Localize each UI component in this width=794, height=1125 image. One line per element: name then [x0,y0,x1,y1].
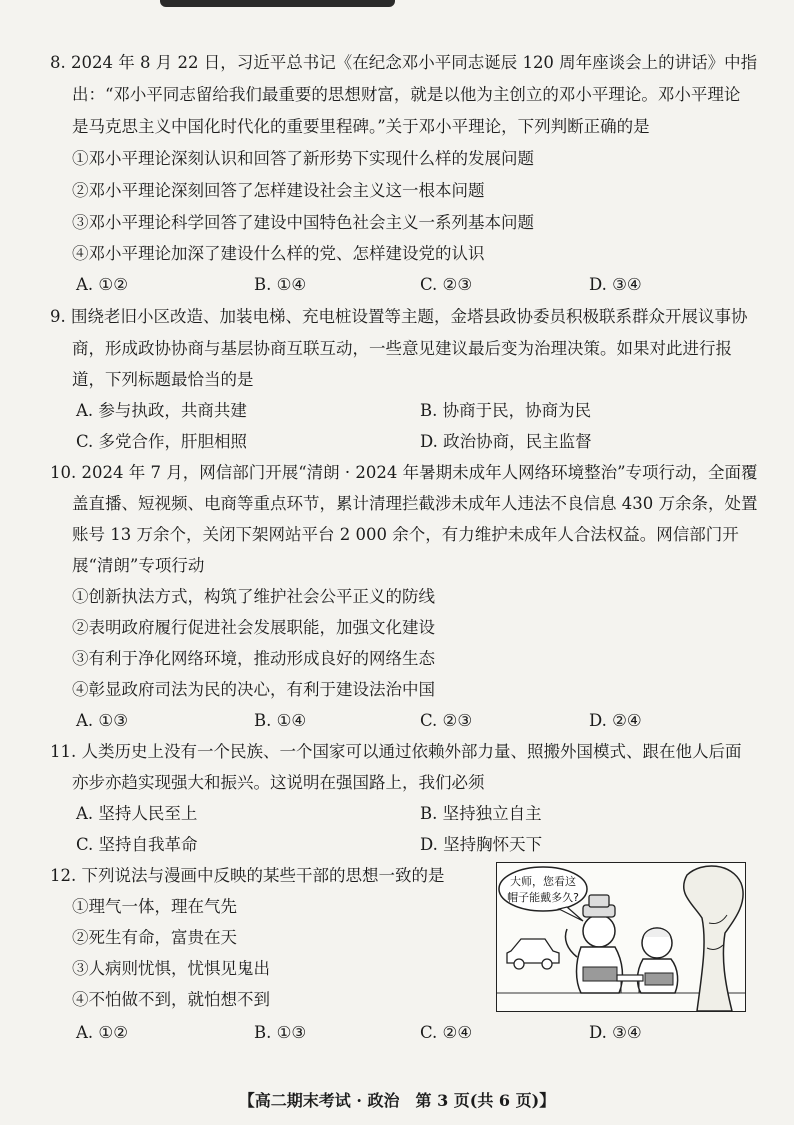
q8-option-c: C. ②③ [420,275,473,294]
q10-stem-line-4: 展“清朗”专项行动 [72,556,205,575]
q11-stem-line-2: 亦步亦趋实现强大和振兴。这说明在强国路上，我们必须 [72,773,485,792]
cartoon-drawing [497,863,745,1011]
q12-stem-line-1: 12. 下列说法与漫画中反映的某些干部的思想一致的是 [50,866,445,885]
q10-item-2: ②表明政府履行促进社会发展职能，加强文化建设 [72,618,435,637]
q12-option-b: B. ①③ [254,1023,307,1042]
q11-stem-line-1: 11. 人类历史上没有一个民族、一个国家可以通过依赖外部力量、照搬外国模式、跟在他人后面 [50,742,742,761]
q10-option-a: A. ①③ [76,711,128,730]
q10-option-d: D. ②④ [589,711,642,730]
q8-option-a: A. ①② [76,275,128,294]
q9-stem-line-2: 商，形成政协协商与基层协商互联互动，一些意见建议最后变为治理决策。如果对此进行报 [72,339,732,358]
q12-item-4: ④不怕做不到，就怕想不到 [72,990,270,1009]
cartoon-illustration [496,862,746,1012]
q10-option-c: C. ②③ [420,711,473,730]
q8-item-3: ③邓小平理论科学回答了建设中国特色社会主义一系列基本问题 [72,213,534,232]
q11-option-c: C. 坚持自我革命 [76,835,198,854]
q8-option-b: B. ①④ [254,275,307,294]
q10-stem-line-1: 10. 2024 年 7 月，网信部门开展“清朗 · 2024 年暑期未成年人网络环境整治”专项行动，全面覆 [50,463,758,482]
q8-item-4: ④邓小平理论加深了建设什么样的党、怎样建设党的认识 [72,244,485,263]
q9-option-c: C. 多党合作，肝胆相照 [76,432,248,451]
q12-option-a: A. ①② [76,1023,128,1042]
q8-stem-line-3: 是马克思主义中国化时代化的重要里程碑。”关于邓小平理论，下列判断正确的是 [72,117,650,136]
q9-option-d: D. 政治协商，民主监督 [420,432,592,451]
q11-option-a: A. 坚持人民至上 [76,804,198,823]
q11-option-b: B. 坚持独立自主 [420,804,542,823]
q10-item-1: ①创新执法方式，构筑了维护社会公平正义的防线 [72,587,435,606]
q9-stem-line-3: 道，下列标题最恰当的是 [72,370,254,389]
q8-stem-line-1: 8. 2024 年 8 月 22 日，习近平总书记《在纪念邓小平同志诞辰 120 周年座谈会上的讲话》中指 [50,53,758,72]
q10-option-b: B. ①④ [254,711,307,730]
q9-option-a: A. 参与执政，共商共建 [76,401,247,420]
q8-stem-line-2: 出：“邓小平同志留给我们最重要的思想财富，就是以他为主创立的邓小平理论。邓小平理论 [72,85,741,104]
q10-item-3: ③有利于净化网络环境，推动形成良好的网络生态 [72,649,435,668]
q12-item-2: ②死生有命，富贵在天 [72,928,237,947]
q11-option-d: D. 坚持胸怀天下 [420,835,543,854]
page-footer: 【高二期末考试 · 政治 第 3 页(共 6 页)】 [238,1091,556,1110]
q8-option-d: D. ③④ [589,275,642,294]
q10-item-4: ④彰显政府司法为民的决心，有利于建设法治中国 [72,680,435,699]
speech-bubble [499,867,587,911]
q9-stem-line-1: 9. 围绕老旧小区改造、加装电梯、充电桩设置等主题，金塔县政协委员积极联系群众开展议事协 [50,307,748,326]
q9-option-b: B. 协商于民，协商为民 [420,401,592,420]
q10-stem-line-2: 盖直播、短视频、电商等重点环节，累计清理拦截涉未成年人违法不良信息 430 万余条，处置 [72,494,758,513]
q12-option-d: D. ③④ [589,1023,642,1042]
speech-line-2: 帽子能戴多久? [507,891,579,904]
q12-item-1: ①理气一体，理在气先 [72,897,237,916]
q8-item-1: ①邓小平理论深刻认识和回答了新形势下实现什么样的发展问题 [72,149,534,168]
q12-item-3: ③人病则忧惧，忧惧见鬼出 [72,959,270,978]
speech-line-1: 大师，您看这 [510,875,576,888]
q10-stem-line-3: 账号 13 万余个，关闭下架网站平台 2 000 余个，有力维护未成年人合法权益。网信部门开 [72,525,739,544]
q12-option-c: C. ②④ [420,1023,473,1042]
q8-item-2: ②邓小平理论深刻回答了怎样建设社会主义这一根本问题 [72,181,485,200]
